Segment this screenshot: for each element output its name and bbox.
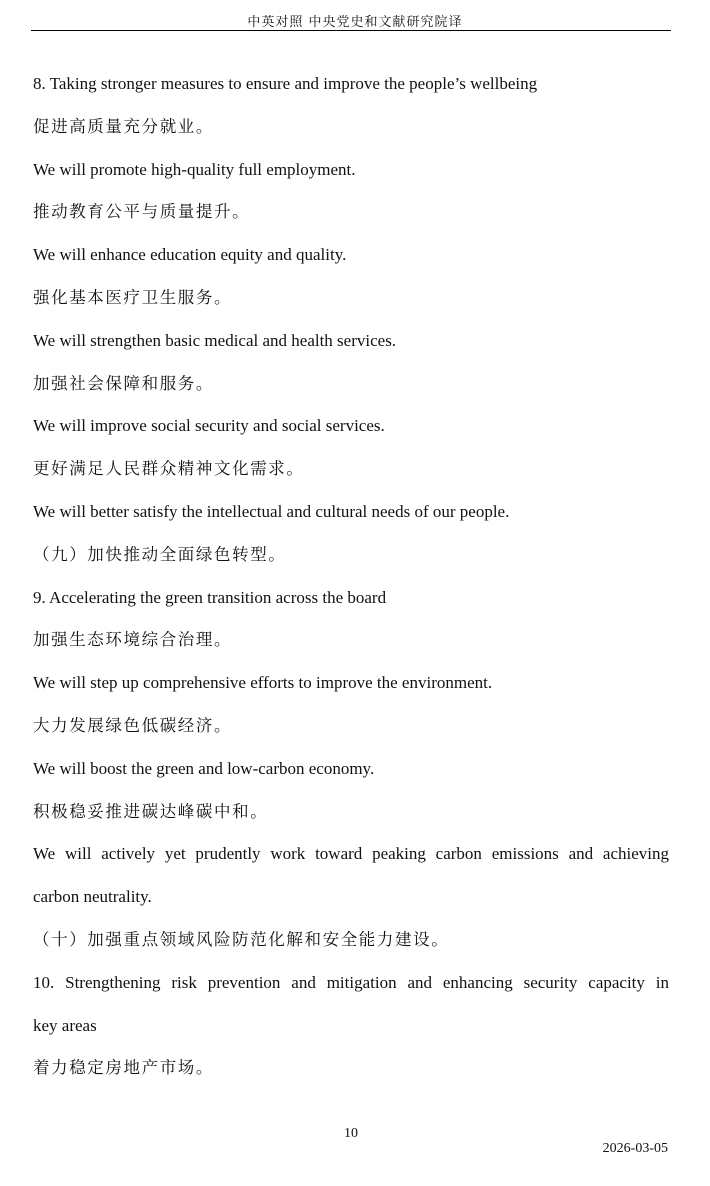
section-heading-en: 10. Strengthening risk prevention and mitigation and enhancing security capacity in xyxy=(33,972,669,992)
paragraph-en: We will strengthen basic medical and health services. xyxy=(33,330,397,350)
section-heading-zh: （十）加强重点领域风险防范化解和安全能力建设。 xyxy=(33,929,450,949)
header-divider xyxy=(31,30,671,31)
page-number: 10 xyxy=(344,1126,358,1141)
paragraph-zh: 加强生态环境综合治理。 xyxy=(33,630,233,650)
paragraph-en: We will step up comprehensive efforts to improve the environment. xyxy=(33,673,493,693)
paragraph-en: We will improve social security and social services. xyxy=(33,416,385,436)
paragraph-en: We will better satisfy the intellectual and cultural needs of our people. xyxy=(33,501,510,521)
paragraph-zh: 强化基本医疗卫生服务。 xyxy=(33,287,233,307)
paragraph-zh: 更好满足人民群众精神文化需求。 xyxy=(33,459,305,479)
paragraph-en: We will boost the green and low-carbon economy. xyxy=(33,758,375,778)
section-heading-en-continued: key areas xyxy=(33,1015,97,1035)
paragraph-zh: 着力稳定房地产市场。 xyxy=(33,1058,214,1078)
paragraph-zh: 积极稳妥推进碳达峰碳中和。 xyxy=(33,801,269,821)
paragraph-zh: 推动教育公平与质量提升。 xyxy=(33,202,251,222)
paragraph-zh: 大力发展绿色低碳经济。 xyxy=(33,715,233,735)
paragraph-zh: 加强社会保障和服务。 xyxy=(33,373,214,393)
paragraph-en: We will actively yet prudently work toward peaking carbon emissions and achieving xyxy=(33,844,669,864)
document-body xyxy=(33,63,669,1090)
paragraph-en: We will enhance education equity and quality. xyxy=(33,245,347,265)
paragraph-zh: 促进高质量充分就业。 xyxy=(33,116,214,136)
document-date: 2026-03-05 xyxy=(602,1141,668,1156)
section-heading-zh: （九）加快推动全面绿色转型。 xyxy=(33,544,287,564)
paragraph-en: We will promote high-quality full employment. xyxy=(33,159,356,179)
paragraph-en-continued: carbon neutrality. xyxy=(33,887,152,907)
section-heading-en: 9. Accelerating the green transition across the board xyxy=(33,587,387,607)
section-heading-en: 8. Taking stronger measures to ensure and improve the people’s wellbeing xyxy=(33,74,538,93)
page-header: 中英对照 中央党史和文献研究院译 xyxy=(247,15,463,30)
